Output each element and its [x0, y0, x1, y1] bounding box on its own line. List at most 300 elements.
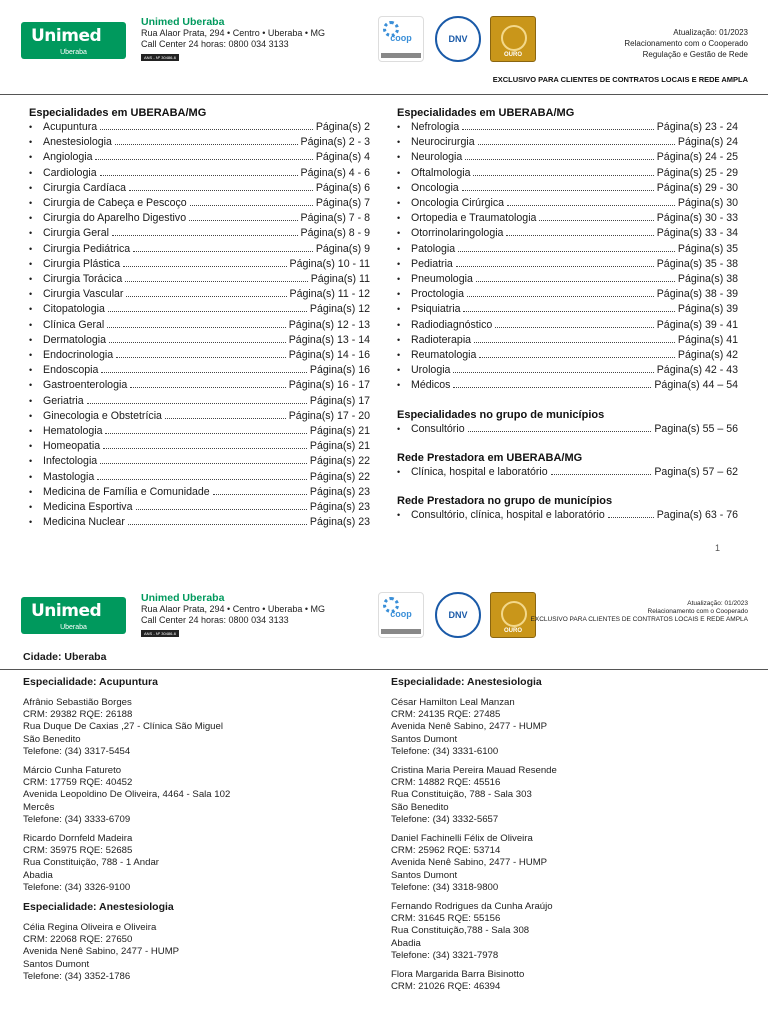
bullet-icon: • [397, 213, 401, 224]
index-item-name: Neurocirurgia [411, 136, 475, 149]
exclusive-notice: EXCLUSIVO PARA CLIENTES DE CONTRATOS LOCAIS E REDE AMPLA [492, 75, 748, 84]
index-item-page: Página(s) 6 [315, 181, 370, 194]
logo-sub: Uberaba [60, 624, 87, 631]
update-block [624, 27, 748, 60]
index-item-page: Página(s) 23 - 24 [656, 121, 738, 133]
specialty-heading: Especialidade: Acupuntura [23, 676, 158, 688]
bullet-icon: • [29, 182, 33, 193]
provider-address: Avenida Nenê Sabino, 2477 - HUMP [23, 946, 180, 958]
index-item-page: Página(s) 2 - 3 [300, 136, 370, 149]
index-item-name: Endocrinologia [43, 349, 114, 362]
header-divider [0, 94, 768, 95]
index-item-page: Página(s) 30 [677, 197, 738, 210]
index-item-page: Página(s) 2 [315, 121, 370, 133]
dot-leader [100, 121, 313, 130]
dnv-seal-icon: DNV [435, 16, 481, 62]
bullet-icon: • [397, 152, 401, 163]
index-item [397, 257, 738, 272]
index-item [397, 150, 738, 165]
provider-district: Santos Dumont [391, 869, 458, 881]
index-item-name: Radiodiagnóstico [411, 318, 493, 331]
dot-leader [97, 471, 307, 480]
index-item-page: Pagina(s) 63 - 76 [656, 509, 738, 522]
index-item [397, 508, 738, 523]
index-item-page: Página(s) 21 [309, 440, 370, 453]
dot-leader [479, 349, 675, 358]
index-item-name: Consultório [411, 422, 465, 435]
dept-line-1: Relacionamento com o Cooperado [624, 39, 748, 48]
index-item-name: Citopatologia [43, 303, 105, 316]
provider-district: Mercês [23, 801, 55, 813]
bullet-icon: • [397, 228, 401, 239]
provider-address: Rua Constituição, 788 - Sala 303 [391, 789, 532, 801]
provider-name: Afrânio Sebastião Borges [23, 697, 132, 708]
index-item-name: Reumatologia [411, 349, 477, 362]
ans-badge: ANS - Nº 30486-6 [141, 54, 179, 61]
index-item-page: Página(s) 11 - 12 [289, 288, 370, 301]
bullet-icon: • [397, 334, 401, 345]
specialty-heading: Especialidade: Anestesiologia [23, 901, 174, 914]
index-item-name: Cirurgia Geral [43, 227, 109, 240]
provider-district: Santos Dumont [23, 958, 90, 970]
index-item-page: Página(s) 17 - 20 [288, 409, 370, 422]
bullet-icon: • [397, 243, 401, 254]
logo-sub: Uberaba [60, 49, 87, 56]
index-item-name: Cirurgia do Aparelho Digestivo [43, 212, 187, 225]
dot-leader [133, 243, 313, 252]
network-group-title: Rede Prestadora no grupo de municípios [397, 495, 613, 508]
provider-name: César Hamilton Leal Manzan [391, 697, 515, 708]
index-item-name: Cardiologia [43, 166, 97, 179]
dot-leader [128, 516, 307, 525]
dot-leader [539, 212, 653, 221]
index-item [29, 211, 370, 226]
index-item-page: Página(s) 17 [309, 394, 370, 407]
bullet-icon: • [29, 395, 33, 406]
page-number: 1 [714, 543, 720, 553]
dot-leader [103, 440, 307, 449]
provider-entry [23, 833, 373, 894]
bullet-icon: • [29, 456, 33, 467]
provider-crm: CRM: 21026 RQE: 46394 [391, 981, 501, 993]
index-item-page: Página(s) 8 - 9 [300, 227, 370, 240]
bullet-icon: • [29, 350, 33, 361]
bullet-icon: • [397, 274, 401, 285]
provider-address: Avenida Nenê Sabino, 2477 - HUMP [391, 857, 548, 869]
index-item-name: Cirurgia Plástica [43, 257, 121, 270]
index-item [29, 485, 370, 500]
update-date: Atualização: 01/2023 [687, 600, 748, 607]
bullet-icon: • [397, 365, 401, 376]
provider-address: Avenida Nenê Sabino, 2477 - HUMP [391, 721, 548, 733]
bullet-icon: • [29, 304, 33, 315]
provider-phone: Telefone: (34) 3332-5657 [391, 813, 499, 825]
bullet-icon: • [397, 167, 401, 178]
dot-leader [101, 364, 307, 373]
dot-leader [467, 288, 654, 297]
index-item-name: Cirurgia Cardíaca [43, 181, 127, 194]
provider-name: Célia Regina Oliveira e Oliveira [23, 922, 157, 934]
update-date: Atualização: 01/2023 [673, 28, 748, 37]
index-item-name: Urologia [411, 364, 451, 377]
dot-leader [108, 303, 307, 312]
index-right-column [397, 106, 738, 523]
index-item [29, 348, 370, 363]
index-item-name: Dermatologia [43, 333, 107, 346]
dot-leader [107, 319, 286, 328]
bullet-icon: • [397, 304, 401, 315]
dot-leader [129, 182, 313, 191]
index-item-page: Página(s) 39 [677, 303, 738, 316]
bullet-icon: • [397, 122, 401, 132]
dot-leader [105, 425, 306, 434]
index-item-page: Página(s) 12 - 13 [288, 318, 370, 331]
index-item-page: Página(s) 14 - 16 [288, 349, 370, 362]
dot-leader [495, 319, 653, 328]
index-item [397, 422, 738, 437]
index-item [29, 439, 370, 454]
bullet-icon: • [29, 319, 33, 330]
gold-seal-icon: OURO [490, 16, 536, 62]
index-item-page: Página(s) 16 [309, 364, 370, 377]
index-item-page: Página(s) 16 - 17 [288, 379, 370, 392]
bullet-icon: • [29, 289, 33, 300]
index-item [397, 272, 738, 287]
listing-page [0, 580, 768, 1024]
bullet-icon: • [29, 334, 33, 345]
index-item-page: Página(s) 9 [315, 242, 370, 255]
index-item-page: Página(s) 44 – 54 [654, 379, 738, 392]
index-item [397, 242, 738, 257]
bullet-icon: • [29, 426, 33, 437]
provider-entry [23, 922, 373, 983]
org-call-center: Call Center 24 horas: 0800 034 3133 [141, 39, 289, 49]
bullet-icon: • [29, 213, 33, 224]
dot-leader [474, 334, 675, 343]
coop-seal-icon: coop [378, 16, 424, 62]
index-item [29, 363, 370, 378]
index-item-page: Página(s) 22 [309, 470, 370, 483]
listing-divider [0, 669, 768, 670]
dnv-seal-icon: DNV [435, 592, 481, 638]
unimed-logo [21, 22, 126, 59]
index-item-page: Página(s) 23 [309, 485, 370, 498]
bullet-icon: • [29, 274, 33, 285]
dot-leader [126, 288, 286, 297]
index-item [29, 500, 370, 515]
index-item [397, 196, 738, 211]
bullet-icon: • [397, 198, 401, 209]
provider-phone: Telefone: (34) 3352-1786 [23, 970, 131, 982]
index-item-name: Homeopatia [43, 440, 101, 453]
index-item-page: Página(s) 23 [309, 501, 370, 514]
dot-leader [112, 227, 298, 236]
index-item [29, 378, 370, 393]
bullet-icon: • [29, 441, 33, 452]
index-item [29, 120, 370, 135]
index-right-list [397, 120, 738, 394]
index-item-name: Patologia [411, 242, 456, 255]
provider-entry [391, 765, 751, 826]
index-item [397, 333, 738, 348]
provider-list [23, 697, 373, 894]
index-item-name: Oftalmologia [411, 166, 471, 179]
provider-list [23, 922, 373, 983]
provider-district: Santos Dumont [391, 733, 458, 745]
index-item-name: Otorrinolaringologia [411, 227, 504, 240]
provider-name: Daniel Fachinelli Félix de Oliveira [391, 833, 533, 845]
index-item-page: Página(s) 11 [310, 273, 370, 286]
provider-entry [391, 969, 751, 993]
bullet-icon: • [397, 423, 401, 434]
index-item-page: Página(s) 35 - 38 [656, 257, 738, 270]
dept-line-1: Relacionamento com o Cooperado [647, 608, 748, 615]
index-item-page: Página(s) 12 [309, 303, 370, 316]
index-item-name: Consultório, clínica, hospital e laboratório [411, 509, 605, 522]
listing-right-column [391, 676, 751, 1000]
dot-leader [506, 227, 653, 236]
provider-crm: CRM: 14882 RQE: 45516 [391, 777, 501, 789]
bullet-icon: • [29, 471, 33, 482]
index-item-name: Proctologia [411, 288, 464, 301]
provider-crm: CRM: 22068 RQE: 27650 [23, 934, 133, 946]
bullet-icon: • [29, 258, 33, 269]
dot-leader [453, 379, 651, 388]
index-item [29, 181, 370, 196]
index-item [397, 318, 738, 333]
index-item-name: Neurologia [411, 151, 463, 164]
index-item-page: Página(s) 24 [677, 136, 738, 149]
index-item [397, 226, 738, 241]
dot-leader [463, 303, 674, 312]
bullet-icon: • [397, 380, 401, 391]
org-address: Rua Alaor Prata, 294 • Centro • Uberaba • MG [141, 604, 326, 614]
index-item-name: Cirurgia Torácica [43, 273, 123, 286]
dot-leader [462, 121, 653, 130]
index-item-page: Página(s) 4 - 6 [300, 166, 370, 179]
bullet-icon: • [397, 466, 401, 477]
provider-name: Fernando Rodrigues da Cunha Araújo [391, 901, 553, 913]
exclusive-notice: EXCLUSIVO PARA CLIENTES DE CONTRATOS LOCAIS E REDE AMPLA [530, 616, 748, 623]
index-item-name: Oncologia Cirúrgica [411, 197, 505, 210]
index-item-page: Página(s) 7 [315, 197, 370, 210]
index-item-page: Página(s) 38 - 39 [656, 288, 738, 301]
dot-leader [130, 379, 286, 388]
dot-leader [109, 334, 286, 343]
dot-leader [95, 151, 312, 160]
index-item-name: Acupuntura [43, 121, 98, 133]
bullet-icon: • [29, 137, 33, 148]
index-item [29, 454, 370, 469]
dot-leader [468, 423, 652, 432]
bullet-icon: • [397, 137, 401, 148]
dot-leader [473, 167, 653, 176]
index-item [29, 394, 370, 409]
index-item [397, 287, 738, 302]
dot-leader [165, 410, 286, 419]
dept-line-2: Regulação e Gestão de Rede [642, 50, 748, 59]
index-item-page: Página(s) 4 [315, 151, 370, 164]
dot-leader [125, 273, 307, 282]
index-item-page: Página(s) 29 - 30 [656, 181, 738, 194]
provider-district: São Benedito [391, 801, 449, 813]
index-item-name: Nefrologia [411, 121, 460, 133]
index-item [29, 409, 370, 424]
index-item-name: Médicos [411, 379, 451, 392]
index-item [29, 424, 370, 439]
bullet-icon: • [397, 350, 401, 361]
bullet-icon: • [29, 167, 33, 178]
provider-district: Abadia [391, 937, 421, 949]
index-item-page: Página(s) 42 [677, 349, 738, 362]
bullet-icon: • [29, 486, 33, 497]
index-item [29, 135, 370, 150]
bullet-icon: • [397, 289, 401, 300]
index-item [29, 150, 370, 165]
provider-crm: CRM: 29382 RQE: 26188 [23, 709, 133, 721]
index-item [397, 120, 738, 135]
dot-leader [115, 136, 298, 145]
index-item [397, 211, 738, 226]
provider-district: Abadia [23, 869, 53, 881]
index-item-name: Clínica Geral [43, 318, 105, 331]
dot-leader [189, 212, 297, 221]
network-list [397, 465, 738, 480]
index-item [29, 166, 370, 181]
dot-leader [478, 136, 675, 145]
index-item [397, 166, 738, 181]
dot-leader [462, 182, 654, 191]
logo-brand: Unimed [31, 601, 102, 621]
index-item [29, 302, 370, 317]
index-item-name: Medicina Nuclear [43, 516, 125, 529]
index-item [29, 272, 370, 287]
update-block [531, 600, 748, 624]
index-item-name: Cirurgia de Cabeça e Pescoço [43, 197, 187, 210]
listing-left-column [23, 676, 373, 990]
index-item-page: Página(s) 35 [677, 242, 738, 255]
provider-list [391, 697, 751, 993]
index-item [397, 135, 738, 150]
bullet-icon: • [397, 258, 401, 269]
dot-leader [458, 243, 675, 252]
provider-name: Márcio Cunha Fatureto [23, 765, 122, 777]
dot-leader [136, 501, 307, 510]
index-item [397, 465, 738, 480]
index-item-name: Ortopedia e Traumatologia [411, 212, 537, 225]
index-item [29, 242, 370, 257]
index-item-name: Anestesiologia [43, 136, 112, 149]
provider-entry [391, 901, 751, 962]
index-item-name: Pneumologia [411, 273, 473, 286]
dot-leader [551, 466, 652, 475]
provider-entry [23, 765, 373, 826]
org-address: Rua Alaor Prata, 294 • Centro • Uberaba • MG [141, 28, 326, 38]
index-item-page: Página(s) 7 - 8 [300, 212, 370, 225]
provider-entry [391, 833, 751, 894]
dot-leader [453, 364, 653, 373]
provider-crm: CRM: 17759 RQE: 40452 [23, 777, 133, 789]
provider-phone: Telefone: (34) 3326-9100 [23, 881, 131, 893]
provider-name: Cristina Maria Pereira Mauad Resende [391, 765, 557, 777]
index-item-page: Página(s) 41 [677, 333, 738, 346]
index-item [29, 287, 370, 302]
index-item [397, 181, 738, 196]
org-call-center: Call Center 24 horas: 0800 034 3133 [141, 615, 289, 625]
bullet-icon: • [29, 243, 33, 254]
index-item-name: Oncologia [411, 181, 459, 194]
index-item-page: Página(s) 21 [309, 425, 370, 438]
dot-leader [87, 395, 307, 404]
dot-leader [190, 197, 313, 206]
provider-crm: CRM: 25962 RQE: 53714 [391, 845, 501, 857]
provider-address: Avenida Leopoldino De Oliveira, 4464 - Sala 102 [23, 789, 231, 801]
index-item [29, 470, 370, 485]
index-item-name: Pediatria [411, 257, 453, 270]
dot-leader [100, 455, 307, 464]
unimed-logo [21, 597, 126, 634]
index-item-name: Medicina de Família e Comunidade [43, 485, 210, 498]
provider-crm: CRM: 35975 RQE: 52685 [23, 845, 133, 857]
index-item-page: Página(s) 30 - 33 [656, 212, 738, 225]
index-item-name: Cirurgia Pediátrica [43, 242, 131, 255]
index-item-name: Endoscopia [43, 364, 99, 377]
network-group-list [397, 508, 738, 523]
index-item [29, 257, 370, 272]
index-item-page: Página(s) 13 - 14 [288, 333, 370, 346]
provider-phone: Telefone: (34) 3333-6709 [23, 813, 131, 825]
org-name: Unimed Uberaba [141, 16, 225, 28]
index-item-name: Medicina Esportiva [43, 501, 133, 514]
provider-phone: Telefone: (34) 3331-6100 [391, 745, 499, 757]
index-item-name: Infectologia [43, 455, 98, 468]
index-item-page: Pagina(s) 55 – 56 [654, 422, 738, 435]
index-item-name: Geriatria [43, 394, 84, 407]
bullet-icon: • [29, 517, 33, 528]
dot-leader [465, 151, 653, 160]
index-item-page: Página(s) 25 - 29 [656, 166, 738, 179]
provider-name: Flora Margarida Barra Bisinotto [391, 969, 525, 981]
logo-brand: Unimed [31, 26, 102, 46]
specialty-heading: Especialidade: Anestesiologia [391, 676, 542, 688]
index-item-page: Página(s) 24 - 25 [656, 151, 738, 164]
index-right-title: Especialidades em UBERABA/MG [397, 107, 575, 119]
index-item-name: Angiologia [43, 151, 93, 164]
bullet-icon: • [397, 182, 401, 193]
dot-leader [123, 258, 286, 267]
provider-name: Ricardo Dornfeld Madeira [23, 833, 133, 845]
index-item [397, 378, 738, 393]
bullet-icon: • [29, 228, 33, 239]
bullet-icon: • [29, 122, 33, 132]
index-item-page: Página(s) 22 [309, 455, 370, 468]
index-left-list [29, 120, 370, 530]
dot-leader [456, 258, 654, 267]
bullet-icon: • [397, 319, 401, 330]
network-title: Rede Prestadora em UBERABA/MG [397, 451, 583, 464]
index-item-name: Clínica, hospital e laboratório [411, 465, 548, 478]
bullet-icon: • [29, 198, 33, 209]
dot-leader [100, 167, 298, 176]
provider-address: Rua Duque De Caxias ,27 - Clínica São Miguel [23, 721, 223, 733]
coop-seal-icon: coop [378, 592, 424, 638]
city-title: Cidade: Uberaba [23, 651, 107, 663]
index-item-name: Psiquiatria [411, 303, 461, 316]
provider-crm: CRM: 31645 RQE: 55156 [391, 913, 501, 925]
org-name: Unimed Uberaba [141, 592, 225, 604]
index-item-name: Ginecologia e Obstetrícia [43, 409, 162, 422]
index-item-page: Página(s) 39 - 41 [656, 318, 738, 331]
